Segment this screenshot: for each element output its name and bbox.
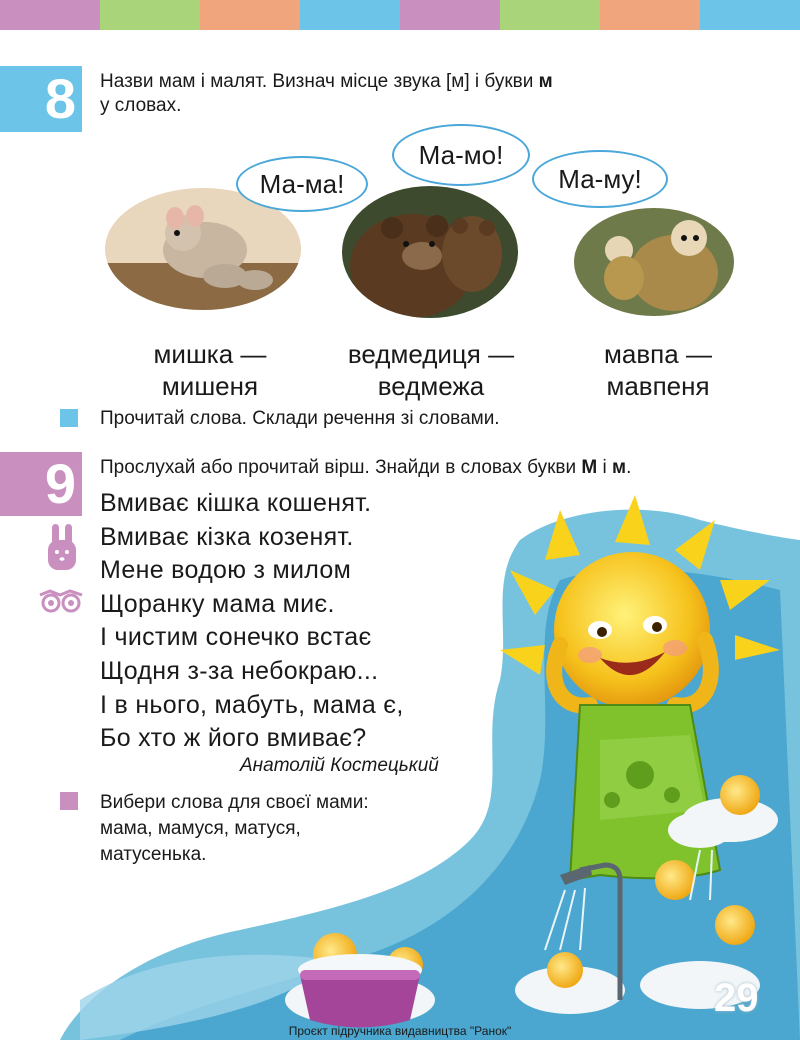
task-number-badge: 9 [0, 452, 82, 516]
subtask-line: Вибери слова для своєї мами: [100, 792, 369, 813]
speech-bubble: Ма-му! [532, 150, 668, 208]
poem [100, 487, 404, 756]
instruction-text: Прослухай або прочитай вірш. Знайди в словах букви [100, 457, 582, 478]
monkey-family-image [574, 208, 734, 316]
instruction-text: у словах. [100, 95, 182, 116]
bold-letter: м [612, 457, 627, 478]
word-mother: мавпа — [604, 339, 712, 369]
poem-line: І в нього, мабуть, мама є, [100, 690, 404, 719]
color-strip [0, 0, 100, 30]
word-mother: ведмедиця — [347, 339, 515, 369]
poem-author: Анатолій Костецький [240, 755, 439, 776]
speech-bubble: Ма-ма! [236, 156, 368, 212]
task-instruction [100, 70, 720, 118]
poem-line: І чистим сонечко встає [100, 623, 372, 652]
publisher-footer: Проєкт підручника видавництва "Ранок" [288, 1024, 512, 1038]
blue-square-marker [60, 409, 78, 427]
sun-face [554, 552, 710, 708]
color-strip [200, 0, 300, 30]
color-strip [400, 0, 500, 30]
poem-line: Щоранку мама миє. [100, 589, 335, 618]
subtask-line: мама, мамуся, матуся, [100, 818, 301, 839]
poem-line: Щодня з-за небокраю... [100, 656, 379, 685]
subtask-line: матусенька. [100, 844, 207, 865]
task-instruction [100, 456, 780, 480]
word-baby: мавпеня [606, 371, 710, 401]
color-strip [700, 0, 800, 30]
task-number-badge: 8 [0, 66, 82, 132]
word-baby: мишеня [161, 371, 259, 401]
color-strip [300, 0, 400, 30]
poem-line: Бо хто ж його вмиває? [100, 724, 367, 753]
poem-line: Вмиває кізка козенят. [100, 522, 354, 551]
instruction-text: і [597, 457, 613, 478]
word-caption [326, 338, 536, 402]
poem-line: Вмиває кішка кошенят. [100, 489, 372, 517]
instruction-text: Назви мам і малят. Визнач місце звука [м] і букви [100, 71, 539, 92]
word-caption [578, 338, 738, 402]
page-number: 29 [714, 976, 759, 1020]
rabbit-icon [46, 522, 78, 572]
top-color-bar [0, 0, 800, 30]
speech-bubble: Ма-мо! [392, 124, 530, 186]
word-baby: ведмежа [377, 371, 485, 401]
bear-family-image [342, 186, 518, 318]
word-caption [120, 338, 300, 402]
subtask-text: Прочитай слова. Склади речення зі словами. [100, 408, 500, 429]
poem-line: Мене водою з милом [100, 556, 352, 585]
purple-bathtub [300, 975, 420, 1028]
subtask-text [100, 790, 500, 868]
color-strip [500, 0, 600, 30]
instruction-text: . [626, 457, 632, 478]
color-strip [600, 0, 700, 30]
pink-square-marker [60, 792, 78, 810]
owl-eyes-icon [38, 589, 84, 613]
bold-letter: м [538, 71, 553, 92]
bold-letter: М [581, 457, 598, 478]
color-strip [100, 0, 200, 30]
word-mother: мишка — [153, 339, 267, 369]
